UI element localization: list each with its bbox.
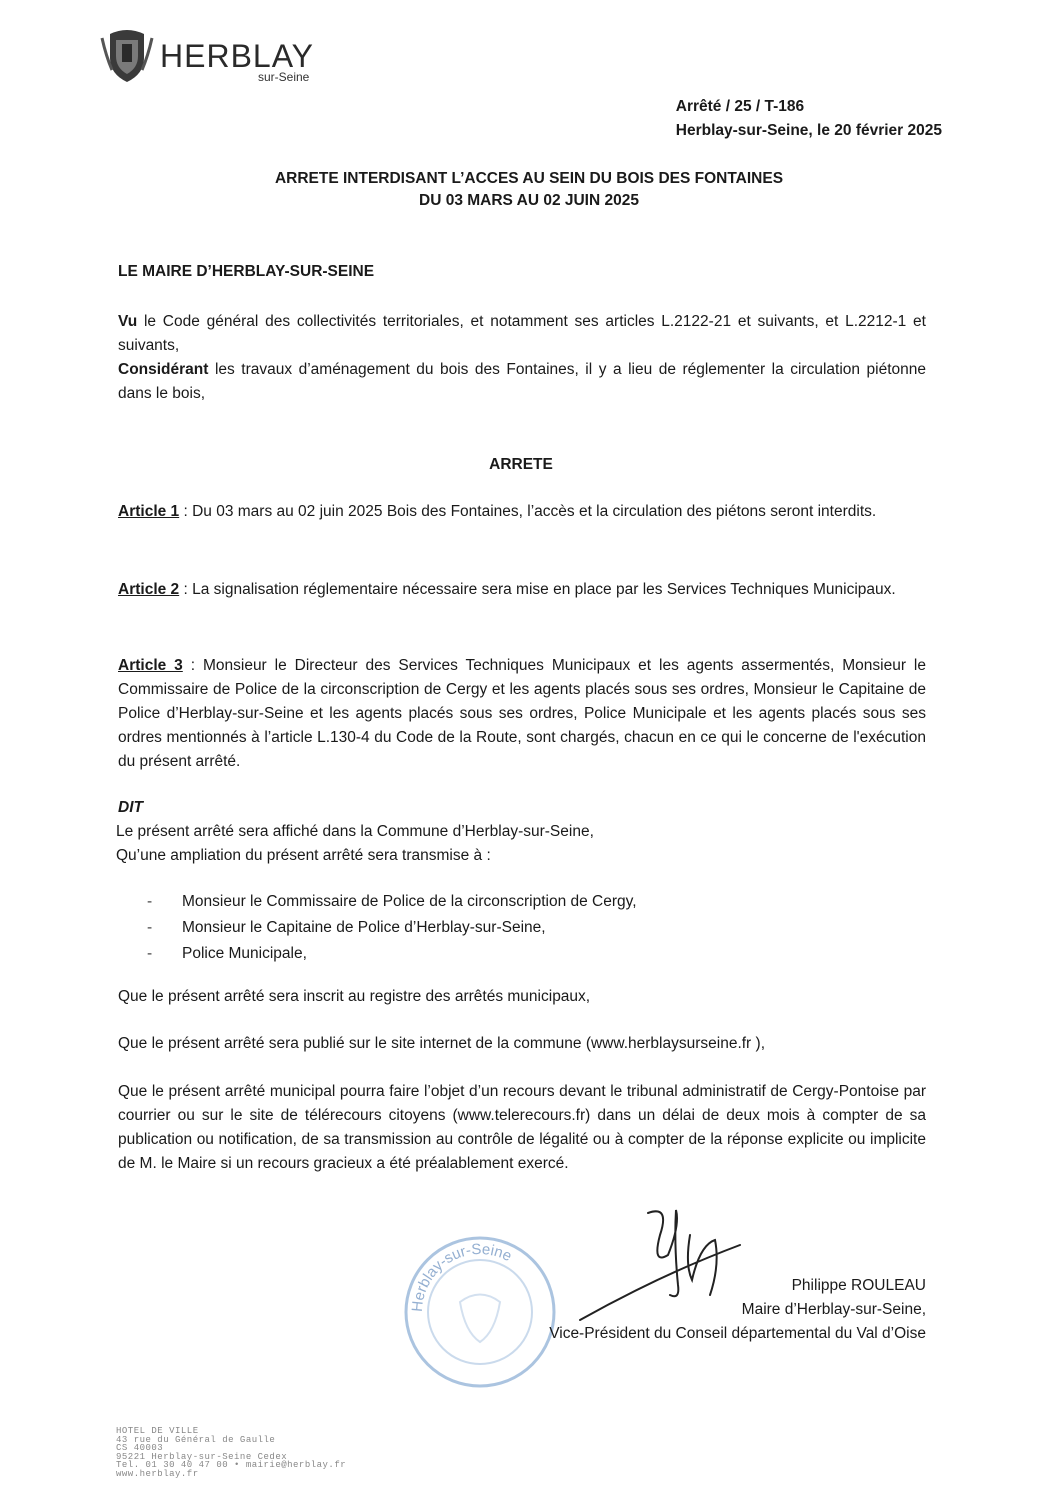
title-line-2: DU 03 MARS AU 02 JUIN 2025 [419, 192, 639, 209]
considerant-label: Considérant [118, 361, 209, 378]
article-1 [118, 500, 926, 524]
maire-heading: LE MAIRE D’HERBLAY-SUR-SEINE [118, 263, 375, 280]
recipient-text: Monsieur le Capitaine de Police d’Herblay-sur-Seine, [182, 919, 546, 936]
footer-line: 95221 Herblay-sur-Seine Cedex [116, 1451, 288, 1462]
dit-line-2: Qu’une ampliation du présent arrêté sera transmise à : [116, 847, 491, 864]
arrete-heading: ARRETE [489, 456, 553, 473]
signatory-title-2: Vice-Président du Conseil départemental du Val d’Oise [549, 1325, 926, 1342]
seal-text: Herblay-sur-Seine [408, 1240, 515, 1313]
arrete-number: Arrêté / 25 / T-186 [675, 98, 805, 115]
article-label: Article 2 [118, 581, 180, 598]
considerant-paragraph [118, 358, 926, 406]
article-3 [118, 654, 926, 774]
place-date: Herblay-sur-Seine, le 20 février 2025 [675, 122, 942, 139]
recipient-text: Police Municipale, [182, 945, 307, 962]
footer-line: www.herblay.fr [116, 1468, 199, 1479]
dit-text [116, 820, 594, 868]
signatory-title-1: Maire d’Herblay-sur-Seine, [741, 1301, 926, 1318]
footer-address [116, 1427, 346, 1479]
document-title [0, 168, 1058, 212]
recipient-text: Monsieur le Commissaire de Police de la circonscription de Cergy, [182, 893, 637, 910]
vu-text: le Code général des collectivités territoriales, et notamment ses articles L.2122-21 et suivants, et L.2212-1 et suivants, [118, 313, 926, 354]
list-dash: - [147, 919, 153, 936]
considerant-text: les travaux d’aménagement du bois des Fontaines, il y a lieu de réglementer la circulation piétonne dans le bois, [118, 361, 926, 402]
preamble [118, 310, 926, 406]
article-2 [118, 578, 926, 602]
article-text: : La signalisation réglementaire nécessaire sera mise en place par les Services Techniques Municipaux. [179, 581, 896, 598]
article-label: Article 3 [118, 657, 183, 674]
dit-heading: DIT [118, 799, 143, 816]
dit-line-1: Le présent arrêté sera affiché dans la Commune d’Herblay-sur-Seine, [116, 823, 594, 840]
registre-clause: Que le présent arrêté sera inscrit au registre des arrêtés municipaux, [118, 988, 591, 1005]
article-label: Article 1 [118, 503, 180, 520]
official-seal-stamp [400, 1232, 560, 1392]
title-line-1: ARRETE INTERDISANT L’ACCES AU SEIN DU BOIS DES FONTAINES [274, 170, 784, 187]
list-dash: - [147, 945, 153, 962]
list-dash: - [147, 893, 153, 910]
city-crest-icon [100, 26, 154, 84]
vu-label: Vu [118, 313, 138, 330]
vu-paragraph [118, 310, 926, 358]
list-item [147, 941, 637, 967]
footer-line: CS 40003 [116, 1443, 164, 1454]
recours-clause: Que le présent arrêté municipal pourra faire l’objet d’un recours devant le tribunal administratif de Cergy-Pontoise par courrier ou sur le site de télérecours citoyens (www.telerecours.fr) dans un délai de deux mois à compter de sa publication ou notification, de sa transmission au contrôle de légalité ou à compter de la réponse explicite ou implicite de M. le Maire si un recours gracieux a été préalablement exercé. [118, 1083, 926, 1172]
signatory [549, 1274, 926, 1346]
logo-subtitle: sur-Seine [258, 70, 310, 84]
signatory-name: Philippe ROULEAU [791, 1277, 926, 1294]
footer-line: Tel. 01 30 40 47 00 • mairie@herblay.fr [116, 1460, 347, 1471]
recipient-list [147, 889, 637, 967]
document-reference [676, 95, 942, 143]
list-item [147, 889, 637, 915]
article-text: : Monsieur le Directeur des Services Techniques Municipaux et les agents assermentés, Monsieur le Commissaire de Police de la circonscription de Cergy et les agents placés sous ses ordres, Monsieur le Capitaine de Police d’Herblay-sur-Seine et les agents placés sous ses ordres, Police Municipale et les agents placés sous ses ordres mentionnés à l’article L.130-4 du Code de la Route, sont chargés, chacun en ce qui le concerne de l'exécution du présent arrêté. [118, 657, 926, 770]
footer-line: HOTEL DE VILLE [116, 1426, 199, 1436]
logo-name: HERBLAY [160, 38, 315, 74]
footer-line: 43 rue du Général de Gaulle [116, 1434, 276, 1445]
list-item [147, 915, 637, 941]
publication-clause: Que le présent arrêté sera publié sur le site internet de la commune (www.herblaysurseine.fr ), [118, 1035, 765, 1052]
city-logo [100, 26, 340, 84]
article-text: : Du 03 mars au 02 juin 2025 Bois des Fontaines, l’accès et la circulation des piétons seront interdits. [179, 503, 877, 520]
